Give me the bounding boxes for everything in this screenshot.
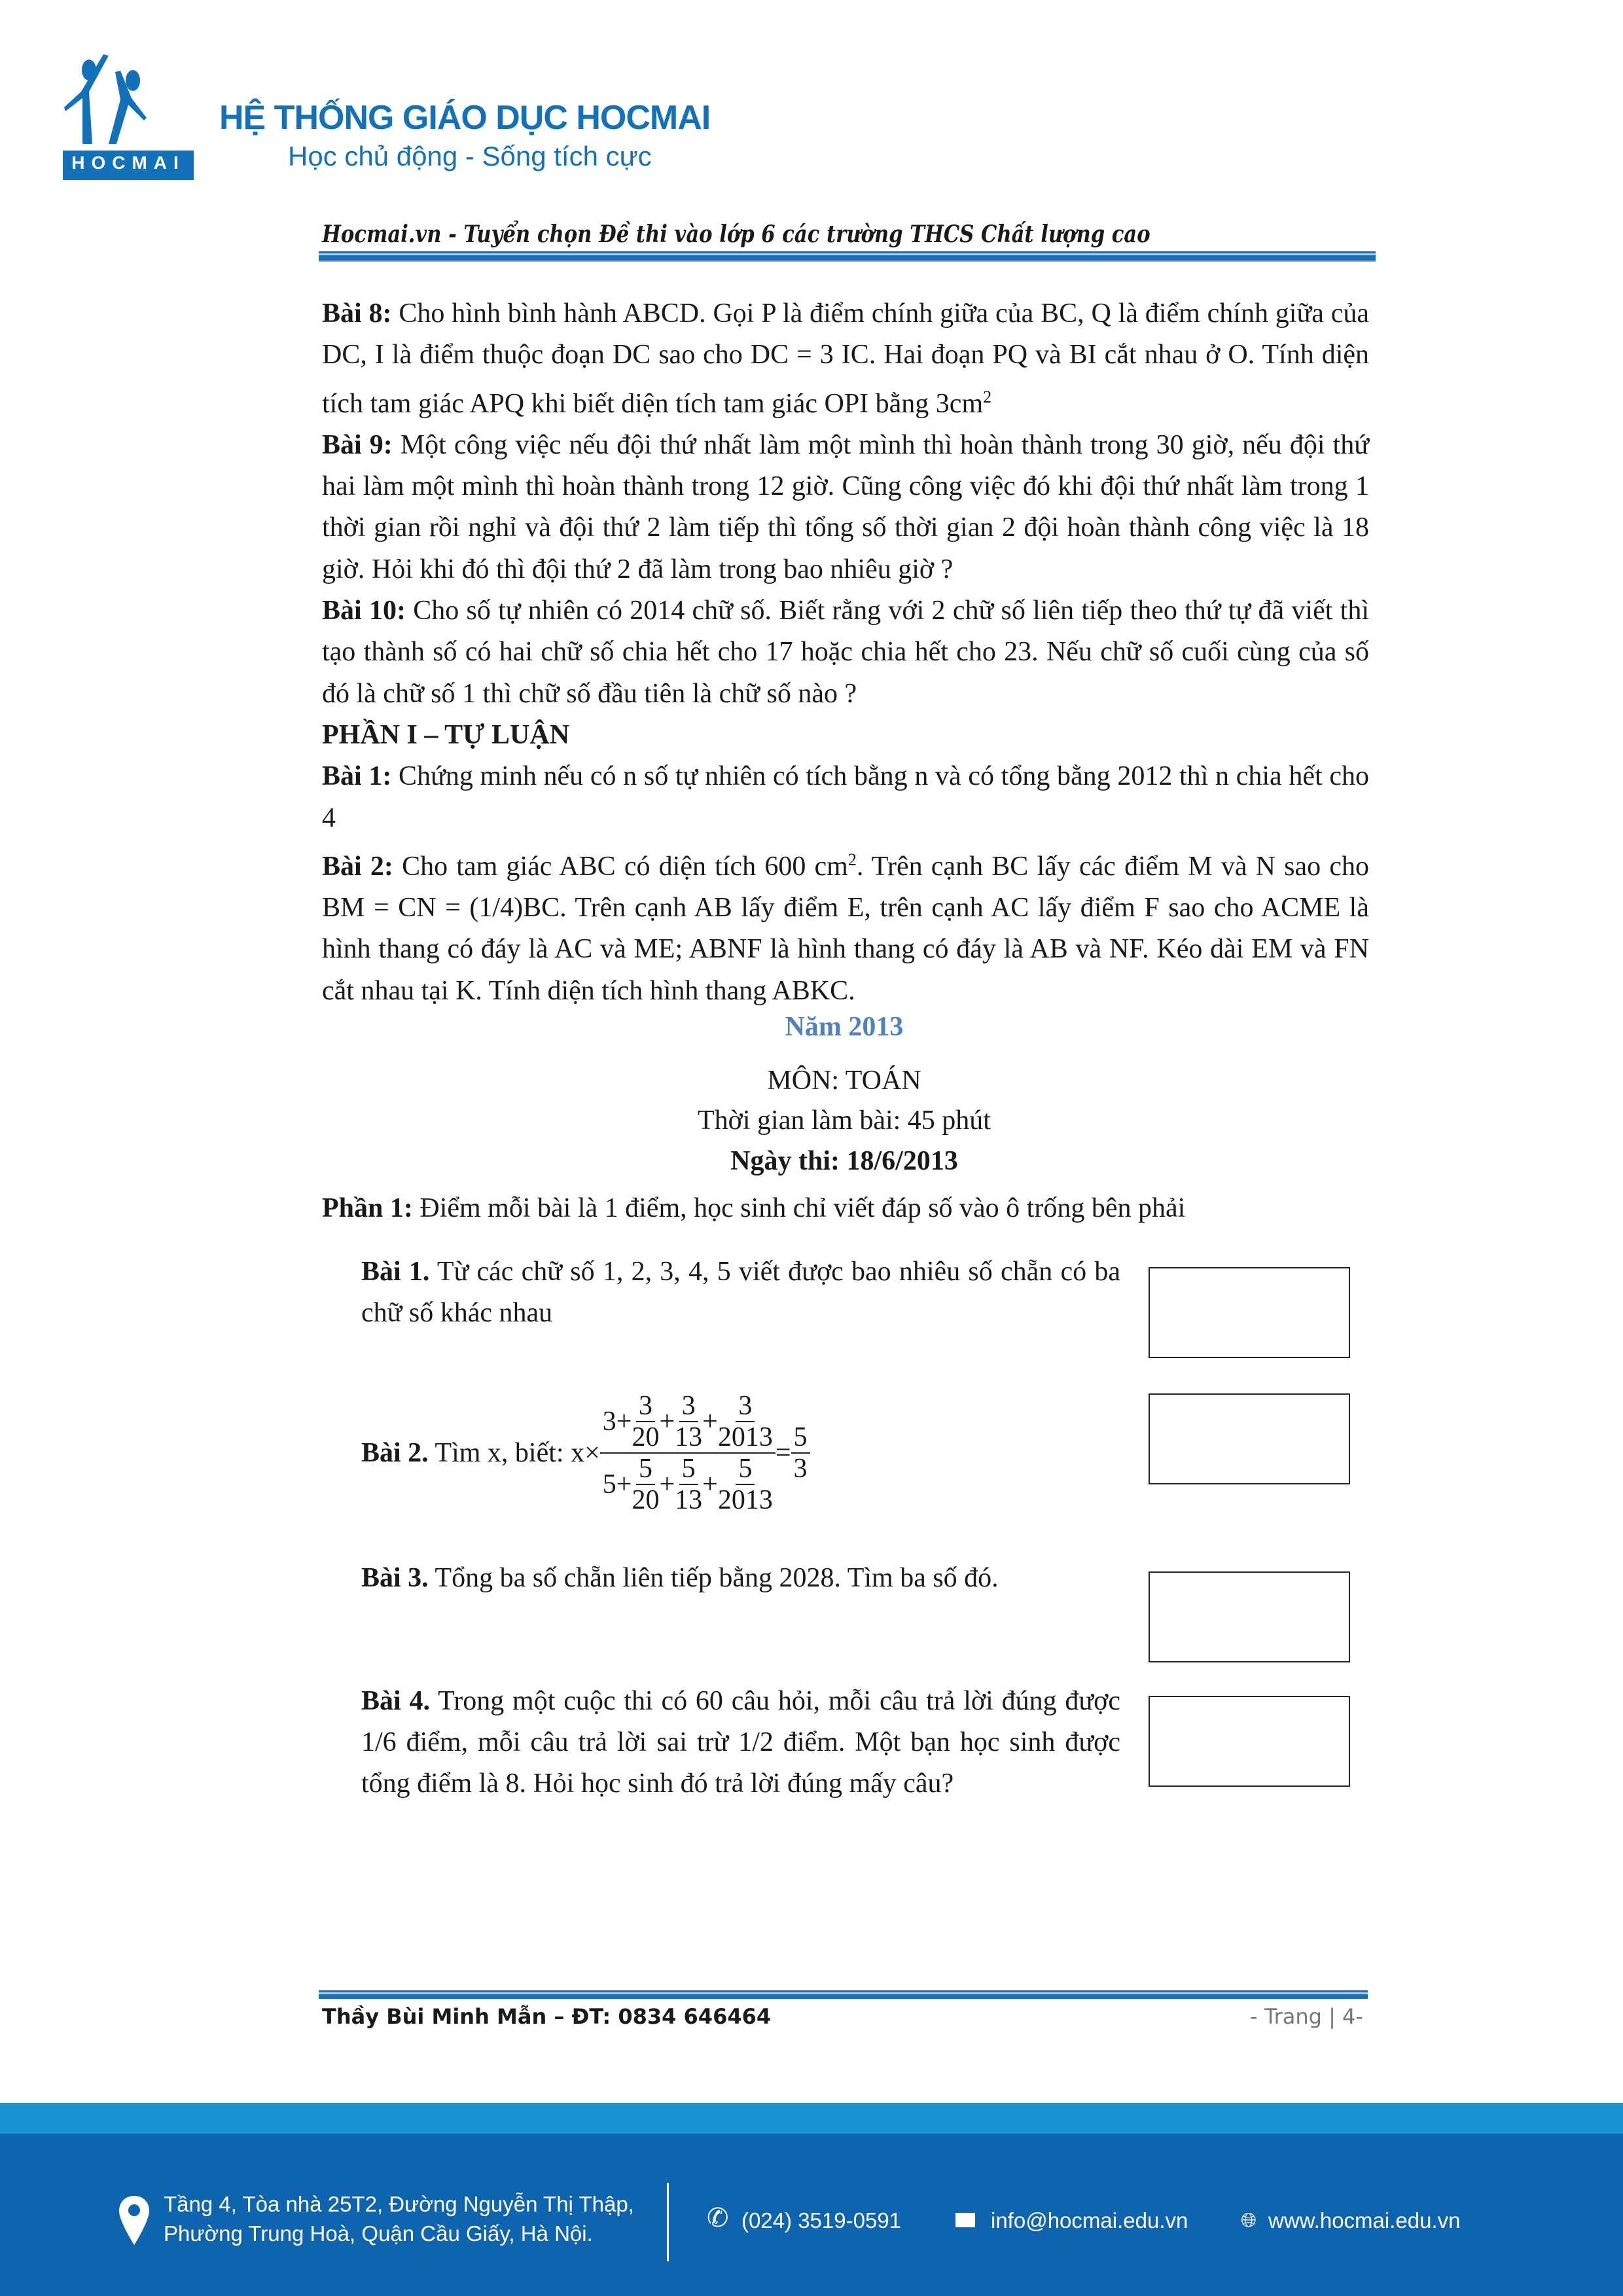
part-1-instructions: Phần 1: Điểm mỗi bài là 1 điểm, học sinh chỉ viết đáp số vào ô trống bên phải (322, 1193, 1186, 1223)
exam-subject: MÔN: TOÁN (767, 1066, 921, 1096)
location-pin-icon (118, 2196, 151, 2245)
question-3: Bài 3. Tổng ba số chẵn liên tiếp bằng 2028. Tìm ba số đó. (361, 1563, 999, 1593)
brand-title: HỆ THỐNG GIÁO DỤC HOCMAI (219, 99, 711, 137)
question-2: Bài 2. Tìm x, biết: x× 3 + $\frac{3}{20}$ + $\frac{3}{13}$ + $\frac{3}{2013}$ 5 + $\frac{5}{20}$ + $\frac{5}{13}$ + $\frac{5}{2013}$ = $\frac{5}{3}$ (361, 1381, 810, 1525)
phone: (024) 3519-0591 (741, 2208, 902, 2233)
question-1: Bài 1. Từ các chữ số 1, 2, 3, 4, 5 viết được bao nhiêu số chẵn có ba chữ số khác nhau (361, 1257, 1120, 1328)
page-number: - Trang | 4- (1250, 2004, 1363, 2029)
footer-divider (667, 2183, 669, 2261)
footer-band-light (0, 2103, 1623, 2134)
globe-icon: 🌐︎ (1241, 2210, 1257, 2231)
answer-box-1[interactable] (1149, 1267, 1350, 1358)
equation-fraction: 3 + $\frac{3}{20}$ + $\frac{3}{13}$ + $\frac{3}{2013}$ 5 + $\frac{5}{20}$ + $\frac{5}{13}$ + $\frac{5}{2013}$ (600, 1391, 776, 1516)
footer-author: Thầy Bùi Minh Mẫn – ĐT: 0834 646464 (322, 2004, 772, 2029)
exam-date: Ngày thi: 18/6/2013 (730, 1146, 958, 1176)
email-icon (955, 2213, 975, 2227)
address: Tầng 4, Tòa nhà 25T2, Đường Nguyễn Thị Thập, Phường Trung Hoà, Quận Cầu Giấy, Hà Nội. (164, 2192, 634, 2246)
website[interactable]: www.hocmai.edu.vn (1268, 2208, 1461, 2233)
brand-slogan: Học chủ động - Sống tích cực (288, 141, 652, 171)
problem-list (322, 293, 1369, 1012)
essay-2: Bài 2: Cho tam giác ABC có diện tích 600 $cm^2$. Trên cạnh BC lấy các điểm M và N sao cho BM = CN = (1/4)BC. Trên cạnh AB lấy điểm E, trên cạnh AC lấy điểm F sao cho ACME là hình thang có đáy là AC và ME; ABNF là hình thang có đáy là AB và NF. Kéo dài EM và FN cắt nhau tại K. Tính diện tích hình thang ABKC. (322, 850, 1370, 1006)
header-rule (319, 251, 1376, 262)
logo-text: HOCMAI (71, 152, 185, 173)
hocmai-logo (63, 52, 194, 180)
footer-rule (319, 1990, 1368, 1999)
page-header: Hocmai.vn - Tuyển chọn Đề thi vào lớp 6 các trường THCS Chất lượng cao (322, 221, 1150, 248)
exam-time: Thời gian làm bài: 45 phút (698, 1105, 991, 1136)
problem-10: Bài 10: Cho số tự nhiên có 2014 chữ số. Biết rằng với 2 chữ số liên tiếp theo thứ tự đã viết thì tạo thành số có hai chữ số chia hết cho 17 hoặc chia hết cho 23. Nếu chữ số cuối cùng của số đó là chữ số 1 thì chữ số đầu tiên là chữ số nào ? (322, 596, 1369, 709)
answer-box-3[interactable] (1149, 1571, 1350, 1662)
phone-icon: ✆ (707, 2204, 729, 2233)
essay-1: Bài 1: Chứng minh nếu có n số tự nhiên có tích bằng n và có tổng bằng 2012 thì n chia hết cho 4 (322, 761, 1369, 833)
exam-year: Năm 2013 (785, 1012, 904, 1042)
email[interactable]: info@hocmai.edu.vn (991, 2208, 1188, 2233)
problem-8: Bài 8: Cho hình bình hành ABCD. Gọi P là điểm chính giữa của BC, Q là điểm chính giữa của DC, I là điểm thuộc đoạn DC sao cho DC = 3 IC. Hai đoạn PQ và BI cắt nhau ở O. Tính diện tích tam giác APQ khi biết diện tích tam giác OPI bằng $3cm^2$ (322, 298, 1369, 419)
question-4: Bài 4. Trong một cuộc thi có 60 câu hỏi, mỗi câu trả lời đúng được 1/6 điểm, mỗi câu trả lời sai trừ 1/2 điểm. Một bạn học sinh được tổng điểm là 8. Hỏi học sinh đó trả lời đúng mấy câu? (361, 1686, 1121, 1799)
problem-9: Bài 9: Một công việc nếu đội thứ nhất làm một mình thì hoàn thành trong 30 giờ, nếu đội thứ hai làm một mình thì hoàn thành trong 12 giờ. Cũng công việc đó khi đội thứ nhất làm trong 1 thời gian rồi nghỉ và đội thứ 2 làm tiếp thì tổng số thời gian 2 đội hoàn thành công việc là 18 giờ. Hỏi khi đó thì đội thứ 2 đã làm trong bao nhiêu giờ ? (322, 429, 1369, 584)
answer-box-4[interactable] (1149, 1696, 1350, 1787)
section-heading: PHẦN I – TỰ LUẬN (322, 719, 570, 750)
answer-box-2[interactable] (1149, 1393, 1350, 1484)
